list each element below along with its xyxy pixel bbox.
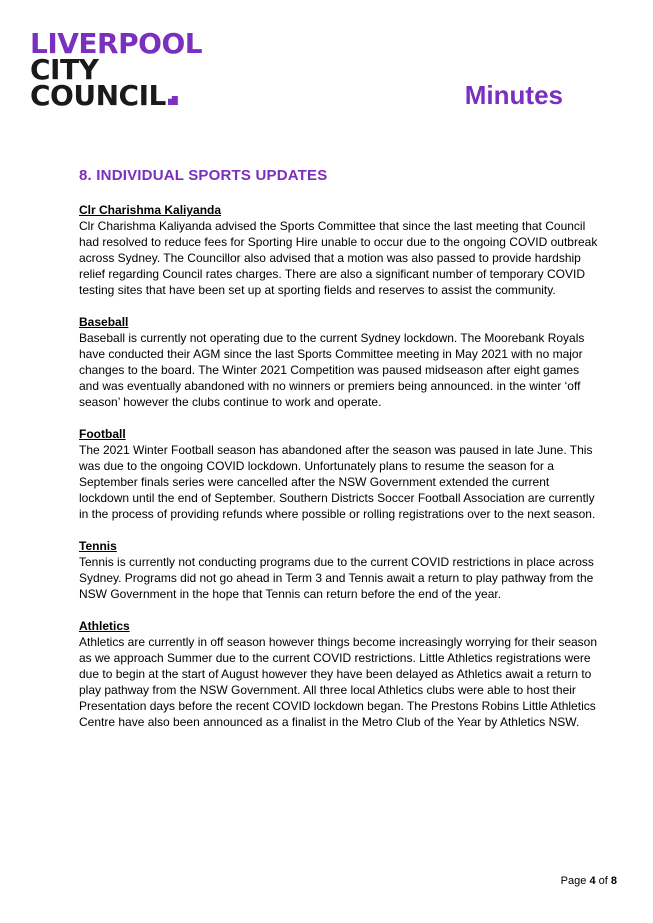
section-title: INDIVIDUAL SPORTS UPDATES [96, 167, 328, 184]
section-number: 8. [79, 167, 92, 184]
update-item [79, 202, 599, 298]
document-title: Minutes [464, 80, 563, 110]
page-number: Page 4 of 8 [560, 875, 617, 887]
total-pages: 8 [610, 875, 617, 887]
update-item-body: Clr Charishma Kaliyanda advised the Sports Committee that since the last meeting that Council had resolved to reduce fees for Sporting Hire unable to occur due to the ongoing COVID outbreak across Sydney. The Councillor also advised that a motion was also passed to provide hardship relief regarding Council rates charges. There are also a significant number of temporary COVID testing sites that have been set up at sporting fields and reserves to assist the community. [79, 219, 598, 297]
update-item-body: Tennis is currently not conducting programs due to the current COVID restrictions in place across Sydney. Programs did not go ahead in Term 3 and Tennis await a return to play pathway from the NSW Government in the hope that Tennis can return before the end of the year. [79, 555, 594, 601]
update-item [79, 538, 599, 602]
section-heading [79, 167, 599, 184]
update-item-body: Baseball is currently not operating due to the current Sydney lockdown. The Moorebank Royals have conducted their AGM since the last Sports Committee meeting in May 2021 with no major changes to the board. The Winter 2021 Competition was paused midseason after eight games and was eventually abandoned with no winners or premiers being announced. in the winter ‘off season’ however the clubs continue to work and operate. [79, 331, 585, 409]
logo-line-2: CITY [30, 53, 99, 86]
update-item [79, 618, 599, 730]
current-page: 4 [589, 875, 596, 887]
logo-line-3: COUNCIL [30, 83, 202, 109]
update-item-body: Athletics are currently in off season however things become increasingly worrying for their season as we approach Summer due to the current COVID restrictions. Little Athletics registrations were due to begin at the start of August however they have been delayed as Athletics await a return to play pathway from the NSW Government. All three local Athletics clubs were able to host their Presentation days before the recent COVID lockdown began. The Prestons Robins Little Athletics Centre have also been announced as a finalist in the Metro Club of the Year by Athletics NSW. [79, 635, 598, 729]
update-item [79, 314, 599, 410]
update-item-title: Football [79, 427, 126, 441]
update-item-title: Athletics [79, 619, 130, 633]
update-item-title: Baseball [79, 315, 129, 329]
document-content [79, 167, 599, 746]
logo-mark-icon [168, 96, 178, 105]
update-item [79, 426, 599, 522]
logo-line-1: LIVERPOOL [30, 27, 203, 60]
council-logo [30, 27, 203, 112]
update-item-title: Clr Charishma Kaliyanda [79, 203, 222, 217]
update-item-body: The 2021 Winter Football season has abandoned after the season was paused in late June. This was due to the ongoing COVID lockdown. Unfortunately plans to resume the season for a September finals series were cancelled after the NSW Government extended the current lockdown until the end of September. Southern Districts Soccer Football Association are currently in the process of providing refunds where possible or rolling registrations over to the next season. [79, 443, 596, 521]
update-item-title: Tennis [79, 539, 117, 553]
